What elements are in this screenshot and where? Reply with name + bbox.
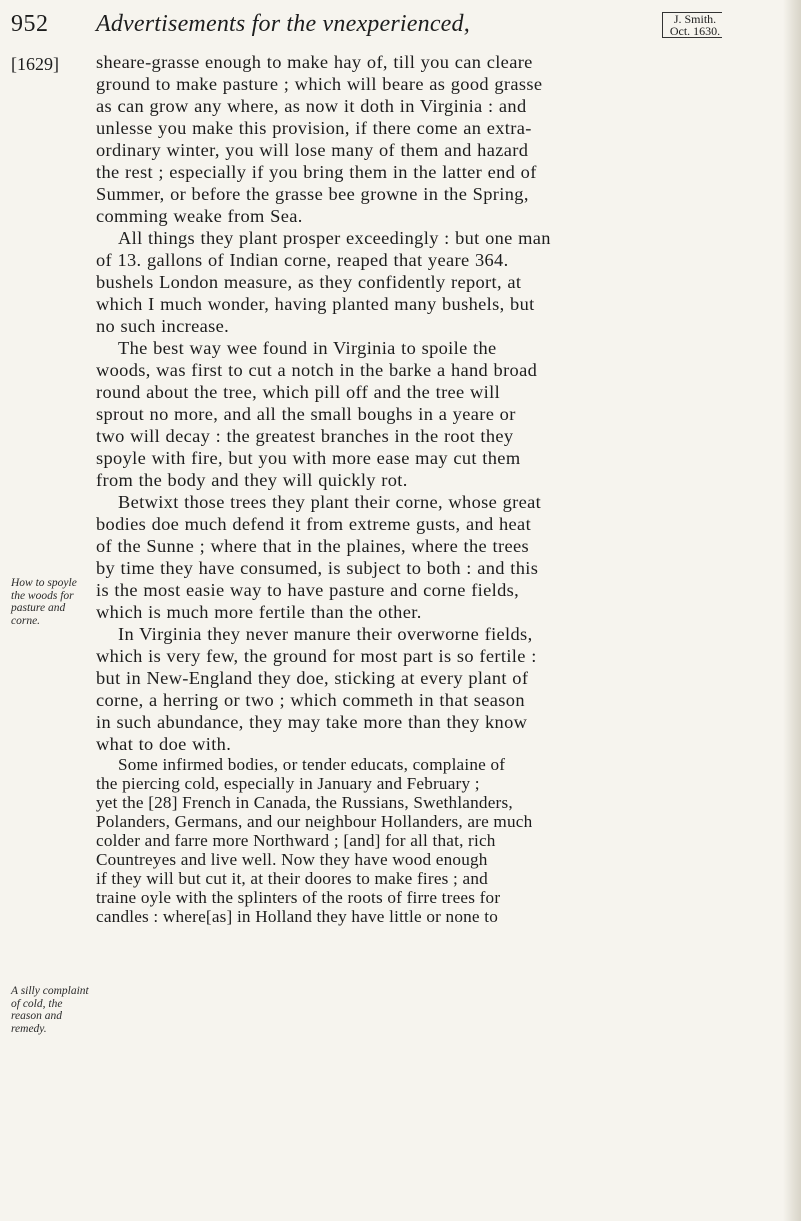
text-line: Polanders, Germans, and our neighbour Hollanders, are much	[96, 812, 533, 831]
text-line: woods, was first to cut a notch in the barke a hand broad	[96, 360, 538, 380]
text-line: yet the [28] French in Canada, the Russians, Swethlanders,	[96, 793, 513, 812]
margin-note-silly-complaint: A silly complaint of cold, the reason and remedy.	[11, 985, 89, 1035]
text-line: bushels London measure, as they confidently report, at	[96, 272, 522, 292]
text-line: ground to make pasture ; which will beare as good grasse	[96, 74, 543, 94]
text-line: spoyle with fire, but you with more ease may cut them	[96, 448, 521, 468]
text-line: round about the tree, which pill off and the tree will	[96, 382, 501, 402]
text-line: In Virginia they never manure their overworne fields,	[118, 624, 533, 644]
paragraph-4	[96, 491, 786, 623]
text-line: which is much more fertile than the other.	[96, 602, 422, 622]
text-line: in such abundance, they may take more than they know	[96, 712, 528, 732]
text-line: comming weake from Sea.	[96, 206, 303, 226]
text-line: sheare-grasse enough to make hay of, till you can cleare	[96, 52, 533, 72]
text-line: sprout no more, and all the small boughs in a yeare or	[96, 404, 516, 424]
text-line: two will decay : the greatest branches in the root they	[96, 426, 514, 446]
text-line: Summer, or before the grasse bee growne in the Spring,	[96, 184, 529, 204]
text-line: by time they have consumed, is subject to both : and this	[96, 558, 539, 578]
page-number: 952	[11, 11, 49, 37]
text-line: the piercing cold, especially in January and February ;	[96, 774, 480, 793]
text-line: what to doe with.	[96, 734, 232, 754]
text-line: the rest ; especially if you bring them in the latter end of	[96, 162, 537, 182]
text-line: if they will but cut it, at their doores to make fires ; and	[96, 869, 488, 888]
text-line: ordinary winter, you will lose many of them and hazard	[96, 140, 529, 160]
text-line: corne, a herring or two ; which commeth in that season	[96, 690, 525, 710]
text-line: which is very few, the ground for most part is so fertile :	[96, 646, 537, 666]
text-line: Countreyes and live well. Now they have wood enough	[96, 850, 488, 869]
paragraph-3	[96, 337, 786, 491]
text-line: of 13. gallons of Indian corne, reaped that yeare 364.	[96, 250, 509, 270]
paragraph-5	[96, 623, 786, 755]
source-author: J. Smith.	[673, 12, 717, 26]
running-title: Advertisements for the vnexperienced,	[96, 11, 470, 37]
paragraph-6	[96, 755, 786, 926]
text-line: traine oyle with the splinters of the roots of firre trees for	[96, 888, 501, 907]
text-line: of the Sunne ; where that in the plaines, where the trees	[96, 536, 529, 556]
text-line: bodies doe much defend it from extreme gusts, and heat	[96, 514, 532, 534]
text-line: candles : where[as] in Holland they have little or none to	[96, 907, 499, 926]
text-line: colder and farre more Northward ; [and] for all that, rich	[96, 831, 496, 850]
source-date: Oct. 1630.	[669, 24, 721, 38]
paragraph-1	[96, 51, 786, 227]
text-line: unlesse you make this provision, if there come an extra-	[96, 118, 532, 138]
text-line: is the most easie way to have pasture and corne fields,	[96, 580, 520, 600]
text-line: The best way wee found in Virginia to spoile the	[118, 338, 497, 358]
body-text	[96, 51, 786, 926]
text-line: no such increase.	[96, 316, 230, 336]
text-line: All things they plant prosper exceedingly : but one man	[118, 228, 551, 248]
text-line: Some infirmed bodies, or tender educats, complaine of	[118, 755, 506, 774]
text-line: but in New-England they doe, sticking at every plant of	[96, 668, 529, 688]
year-marker: [1629]	[11, 54, 59, 74]
page-header	[11, 6, 791, 46]
text-line: as can grow any where, as now it doth in Virginia : and	[96, 96, 527, 116]
page-edge-shadow	[783, 0, 801, 1221]
margin-note-spoyle-woods: How to spoyle the woods for pasture and corne.	[11, 577, 77, 627]
paragraph-2	[96, 227, 786, 337]
text-line: Betwixt those trees they plant their corne, whose great	[118, 492, 542, 512]
text-line: which I much wonder, having planted many bushels, but	[96, 294, 535, 314]
text-line: from the body and they will quickly rot.	[96, 470, 408, 490]
source-bracket	[662, 12, 722, 38]
